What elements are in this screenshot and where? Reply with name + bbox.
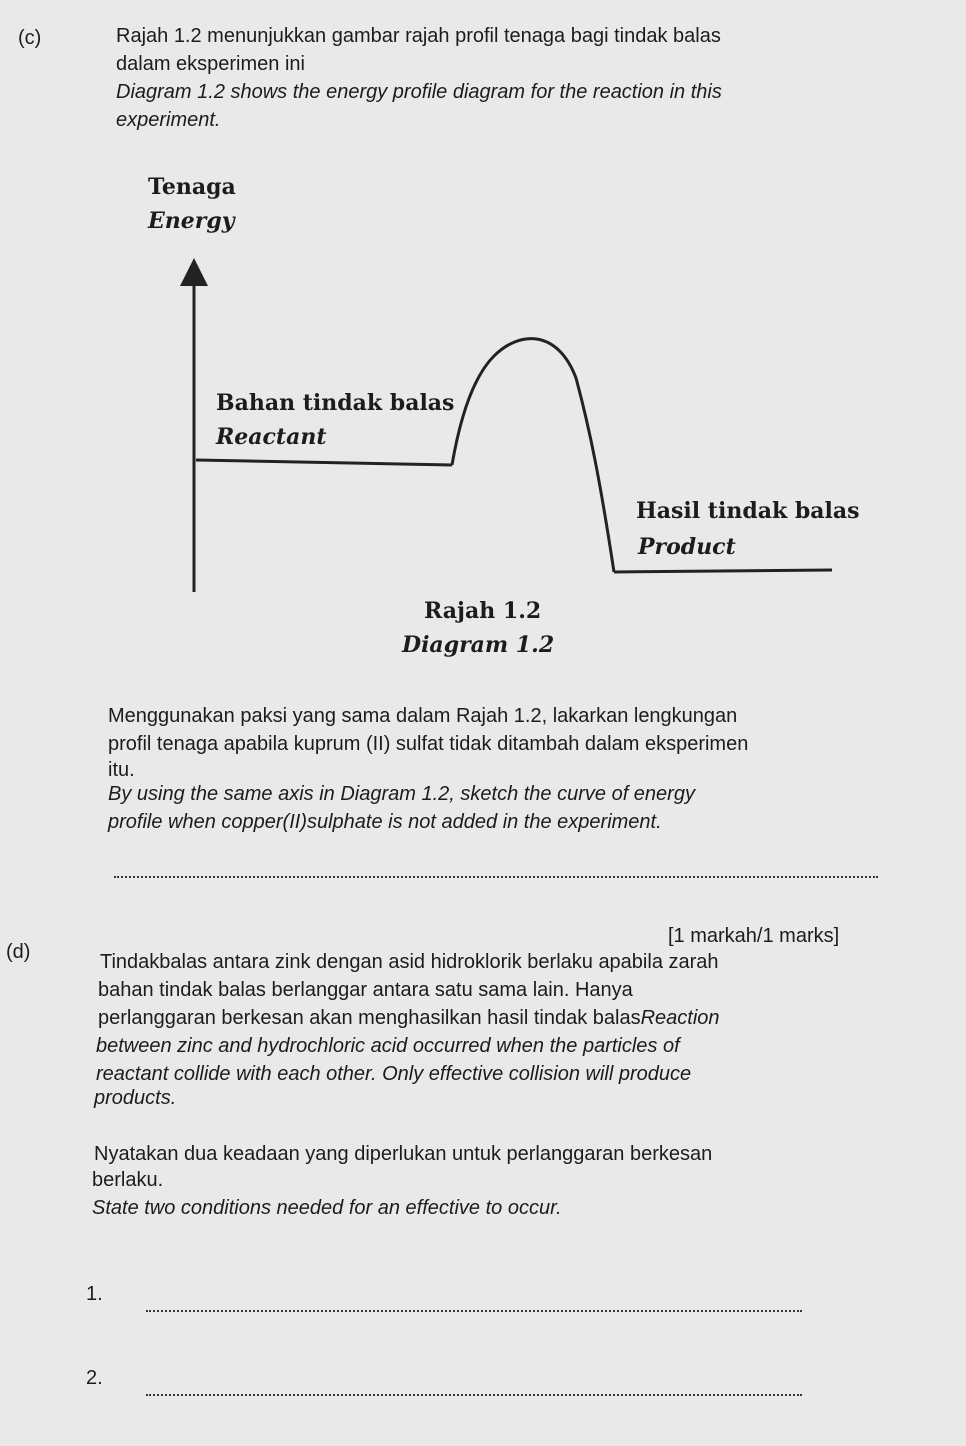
answer-1-number: 1. xyxy=(86,1283,103,1305)
part-c-question-en-line1: By using the same axis in Diagram 1.2, sketch the curve of energy xyxy=(108,783,695,805)
part-c-intro-ms-line2: dalam eksperimen ini xyxy=(116,53,305,75)
reactant-label-en: Reactant xyxy=(216,424,327,450)
energy-axis-label-en: Energy xyxy=(148,208,235,234)
reactant-label-ms: Bahan tindak balas xyxy=(216,390,455,416)
part-d-para-line3-ms: perlanggaran berkesan akan menghasilkan hasil tindak balas xyxy=(98,1007,641,1029)
part-d-para-line1: Tindakbalas antara zink dengan asid hidroklorik berlaku apabila zarah xyxy=(100,951,719,973)
part-d-question-ms-line1: Nyatakan dua keadaan yang diperlukan untuk perlanggaran berkesan xyxy=(94,1143,713,1165)
part-c-intro-en-line2: experiment. xyxy=(116,109,221,131)
part-c-intro-ms-line1: Rajah 1.2 menunjukkan gambar rajah profil tenaga bagi tindak balas xyxy=(116,25,721,47)
part-d-question-ms-line2: berlaku. xyxy=(92,1169,164,1191)
answer-2-number: 2. xyxy=(86,1367,103,1389)
diagram-caption-en: Diagram 1.2 xyxy=(402,632,555,658)
part-c-question-ms-line2: profil tenaga apabila kuprum (II) sulfat tidak ditambah dalam eksperimen xyxy=(108,733,749,755)
part-d-para-line3-en: Reaction xyxy=(640,1007,720,1029)
part-d-label: (d) xyxy=(6,941,31,963)
answer-1-line[interactable] xyxy=(146,1310,802,1312)
part-c-answer-line[interactable] xyxy=(114,876,878,878)
part-c-marks: [1 markah/1 marks] xyxy=(668,925,840,947)
part-c-question-ms-line1: Menggunakan paksi yang sama dalam Rajah 1.2, lakarkan lengkungan xyxy=(108,705,738,727)
product-label-ms: Hasil tindak balas xyxy=(636,498,860,524)
answer-2-line[interactable] xyxy=(146,1394,802,1396)
part-d-question-en: State two conditions needed for an effective to occur. xyxy=(92,1197,562,1219)
energy-axis-label-ms: Tenaga xyxy=(148,174,236,200)
part-c-question-en-line2: profile when copper(II)sulphate is not added in the experiment. xyxy=(108,811,662,833)
part-c-question-ms-line3: itu. xyxy=(108,759,135,781)
product-label-en: Product xyxy=(638,534,736,560)
energy-curve xyxy=(452,339,614,572)
part-d-para-line6: products. xyxy=(94,1087,177,1109)
part-d-para-line2: bahan tindak balas berlanggar antara satu sama lain. Hanya xyxy=(98,979,633,1001)
part-c-label: (c) xyxy=(18,27,42,49)
part-d-para-line3 xyxy=(98,1006,720,1030)
product-level-line xyxy=(614,570,832,572)
reactant-level-line xyxy=(196,460,452,465)
part-d-para-line5: reactant collide with each other. Only effective collision will produce xyxy=(96,1063,692,1085)
part-c-intro-en-line1: Diagram 1.2 shows the energy profile diagram for the reaction in this xyxy=(116,81,722,103)
part-d-para-line4: between zinc and hydrochloric acid occurred when the particles of xyxy=(96,1035,680,1057)
energy-profile-svg xyxy=(0,0,966,700)
energy-axis-arrowhead xyxy=(180,258,208,286)
diagram-caption-ms: Rajah 1.2 xyxy=(424,598,542,624)
